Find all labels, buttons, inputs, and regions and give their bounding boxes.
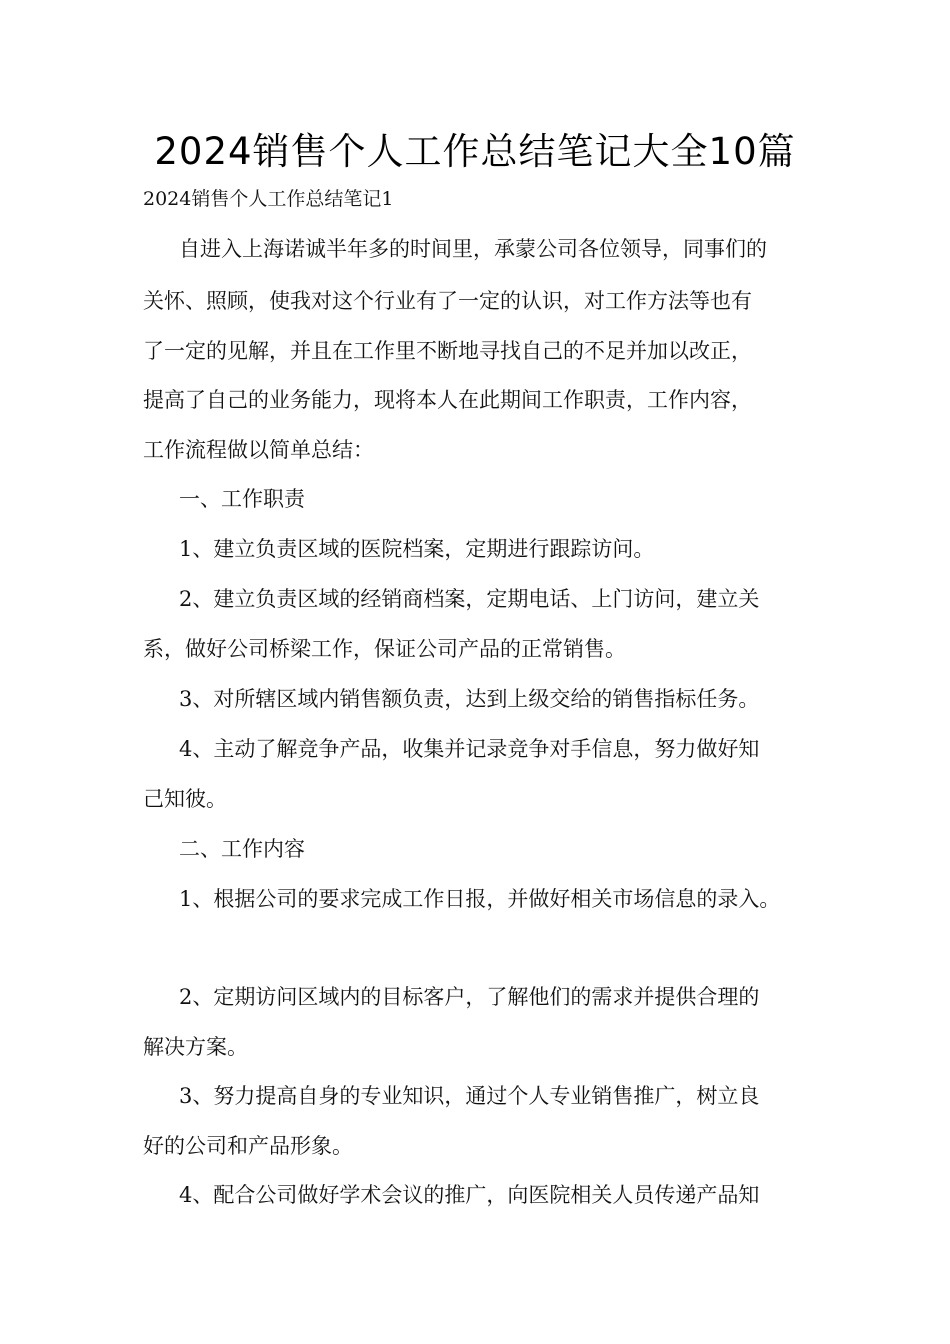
paragraph-line: 提高了自己的业务能力，现将本人在此期间工作职责，工作内容， bbox=[143, 388, 752, 412]
list-item: 1、建立负责区域的医院档案，定期进行跟踪访问。 bbox=[179, 537, 655, 561]
list-item-continuation: 己知彼。 bbox=[143, 787, 227, 811]
list-item: 2、建立负责区域的经销商档案，定期电话、上门访问，建立关 bbox=[179, 587, 760, 611]
paragraph-line: 关怀、照顾，使我对这个行业有了一定的认识，对工作方法等也有 bbox=[143, 289, 752, 313]
document-title: 2024销售个人工作总结笔记大全10篇 bbox=[154, 130, 796, 173]
list-item: 1、根据公司的要求完成工作日报，并做好相关市场信息的录入。 bbox=[179, 887, 781, 911]
list-item: 3、对所辖区域内销售额负责，达到上级交给的销售指标任务。 bbox=[179, 687, 760, 711]
list-item: 2、定期访问区域内的目标客户，了解他们的需求并提供合理的 bbox=[179, 985, 760, 1009]
list-item-continuation: 好的公司和产品形象。 bbox=[143, 1134, 353, 1158]
list-item: 3、努力提高自身的专业知识，通过个人专业销售推广，树立良 bbox=[179, 1084, 760, 1108]
section-subtitle: 2024销售个人工作总结笔记1 bbox=[143, 188, 394, 210]
list-item: 4、主动了解竞争产品，收集并记录竞争对手信息，努力做好知 bbox=[179, 737, 760, 761]
list-item-continuation: 解决方案。 bbox=[143, 1035, 248, 1059]
section-heading: 二、工作内容 bbox=[179, 837, 305, 861]
section-heading: 一、工作职责 bbox=[179, 487, 305, 511]
list-item-continuation: 系，做好公司桥梁工作，保证公司产品的正常销售。 bbox=[143, 637, 626, 661]
paragraph-line: 了一定的见解，并且在工作里不断地寻找自己的不足并加以改正， bbox=[143, 339, 752, 363]
paragraph-line: 工作流程做以简单总结： bbox=[143, 438, 374, 462]
paragraph-line: 自进入上海诺诚半年多的时间里，承蒙公司各位领导，同事们的 bbox=[179, 237, 767, 261]
list-item: 4、配合公司做好学术会议的推广，向医院相关人员传递产品知 bbox=[179, 1183, 760, 1207]
